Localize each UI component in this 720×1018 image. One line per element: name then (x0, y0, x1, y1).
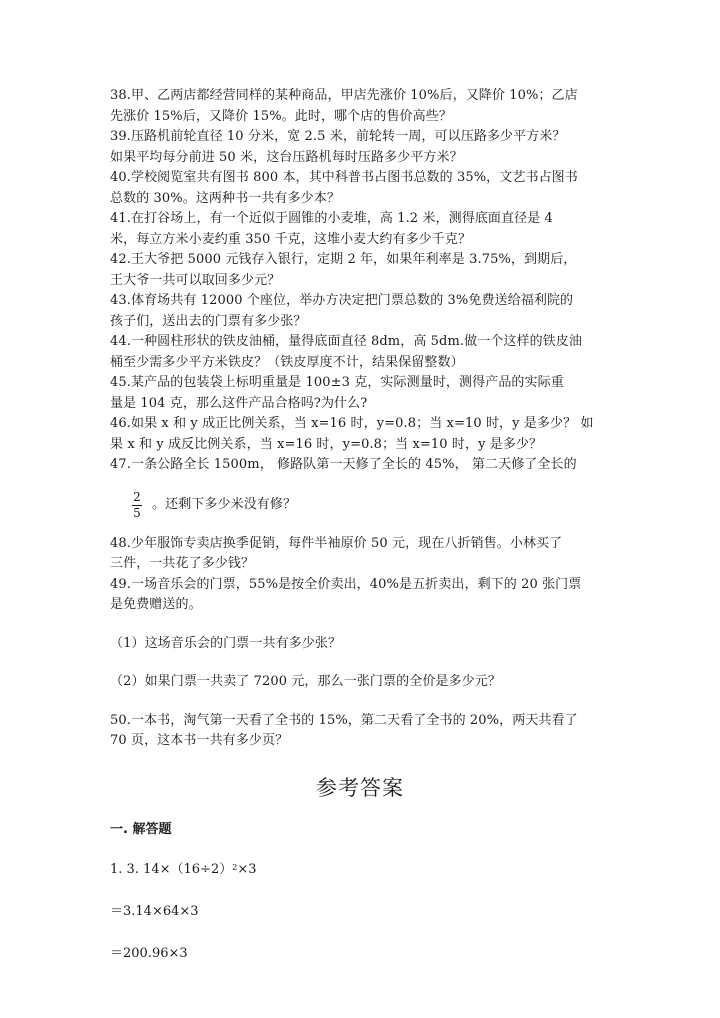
question-50 (110, 711, 610, 752)
question-text: 果 x 和 y 成反比例关系，当 x=16 时，y=0.8；当 x=10 时，y 是多少？ (110, 436, 543, 452)
question-text: 43.体育场共有 12000 个座位，举办方决定把门票总数的 3%免费送给福利院的 (110, 293, 574, 308)
question-text: 49.一场音乐会的门票，55%是按全价卖出，40%是五折卖出，剩下的 20 张门票 (110, 576, 582, 592)
question-text: 。还剩下多少米没有修？ (152, 497, 297, 513)
question-text: 孩子们，送出去的门票有多少张？ (110, 313, 307, 329)
question-44 (110, 332, 610, 373)
fraction-numerator: 2 (133, 490, 141, 504)
sub-question-1: （1）这场音乐会的门票一共有多少张？ (110, 635, 342, 651)
question-text: 先涨价 15%后，又降价 15%。此时，哪个店的售价高些？ (110, 108, 452, 124)
question-41 (110, 209, 610, 250)
sub-question-2: （2）如果门票一共卖了 7200 元，那么一张门票的全价是多少元？ (110, 674, 501, 689)
answers-section-heading: 一. 解答题 (110, 821, 172, 837)
question-text: 47.一条公路全长 1500m， 修路队第一天修了全长的 45%， 第二天修了全长的 (110, 457, 577, 472)
answer-line-1 (110, 860, 610, 880)
question-text: 38.甲、乙两店都经营同样的某种商品，甲店先涨价 10%后，又降价 10%；乙店 (110, 88, 578, 103)
question-text: 42.王大爷把 5000 元钱存入银行，定期 2 年，如果年利率是 3.75%，到期后， (110, 252, 577, 267)
question-text: 米，每立方米小麦约重 350 千克，这堆小麦大约有多少千克？ (110, 231, 472, 247)
question-text: 40.学校阅览室共有图书 800 本，其中科普书占图书总数的 35%，文艺书占图书 (110, 170, 578, 185)
question-text: 量是 104 克，那么这件产品合格吗?为什么? (110, 395, 368, 411)
question-45 (110, 373, 610, 414)
question-text: 41.在打谷场上，有一个近似于圆锥的小麦堆，高 1.2 米，测得底面直径是 4 (110, 211, 553, 226)
question-text: 70 页，这本书一共有多少页？ (110, 733, 289, 748)
question-text: 45.某产品的包装袋上标明重量是 100±3 克，实际测量时，测得产品的实际重 (110, 375, 564, 390)
question-47 (110, 455, 610, 532)
question-39 (110, 127, 610, 168)
answer-text: 1. 3. 14×（16÷2） (110, 861, 233, 877)
question-43 (110, 291, 610, 332)
question-text: 46.如果 x 和 y 成正比例关系，当 x=16 时，y=0.8；当 x=10 时，y 是多少？ 如 (110, 416, 594, 431)
question-42 (110, 250, 610, 291)
question-text: 总数的 30%。这两种书一共有多少本？ (110, 190, 340, 206)
question-text: 如果平均每分前进 50 米，这台压路机每时压路多少平方米？ (110, 149, 463, 165)
question-40 (110, 168, 610, 209)
answers-title: 参考答案 (316, 775, 404, 800)
question-text: 桶至少需多少平方米铁皮？（铁皮厚度不计，结果保留整数） (110, 354, 464, 370)
question-text: 48.少年服饰专卖店换季促销，每件半袖原价 50 元，现在八折销售。小林买了 (110, 535, 563, 551)
fraction-line (110, 480, 610, 532)
question-49 (110, 575, 610, 693)
document-content (110, 86, 610, 986)
answer-line-2: ＝3.14×64×3 (110, 903, 199, 919)
question-text: 三件，一共花了多少钱？ (110, 556, 255, 571)
question-text: 是免费赠送的。 (110, 597, 202, 612)
question-48 (110, 534, 610, 575)
fraction-two-fifths (132, 491, 142, 520)
question-38 (110, 86, 610, 127)
question-text: 50.一本书，淘气第一天看了全书的 15%，第二天看了全书的 20%，两天共看了 (110, 712, 578, 728)
exponent: 2 (232, 862, 238, 872)
question-text: 44.一种圆柱形状的铁皮油桶，量得底面直径 8dm，高 5dm.做一个这样的铁皮油 (110, 334, 583, 349)
question-text: 王大爷一共可以取回多少元？ (110, 272, 281, 288)
question-46 (110, 414, 610, 455)
answer-text: ×3 (237, 861, 257, 877)
question-text: 39.压路机前轮直径 10 分米，宽 2.5 米，前轮转一周，可以压路多少平方米？ (110, 129, 566, 144)
answer-line-3: ＝200.96×3 (110, 945, 188, 961)
fraction-denominator: 5 (133, 506, 141, 520)
